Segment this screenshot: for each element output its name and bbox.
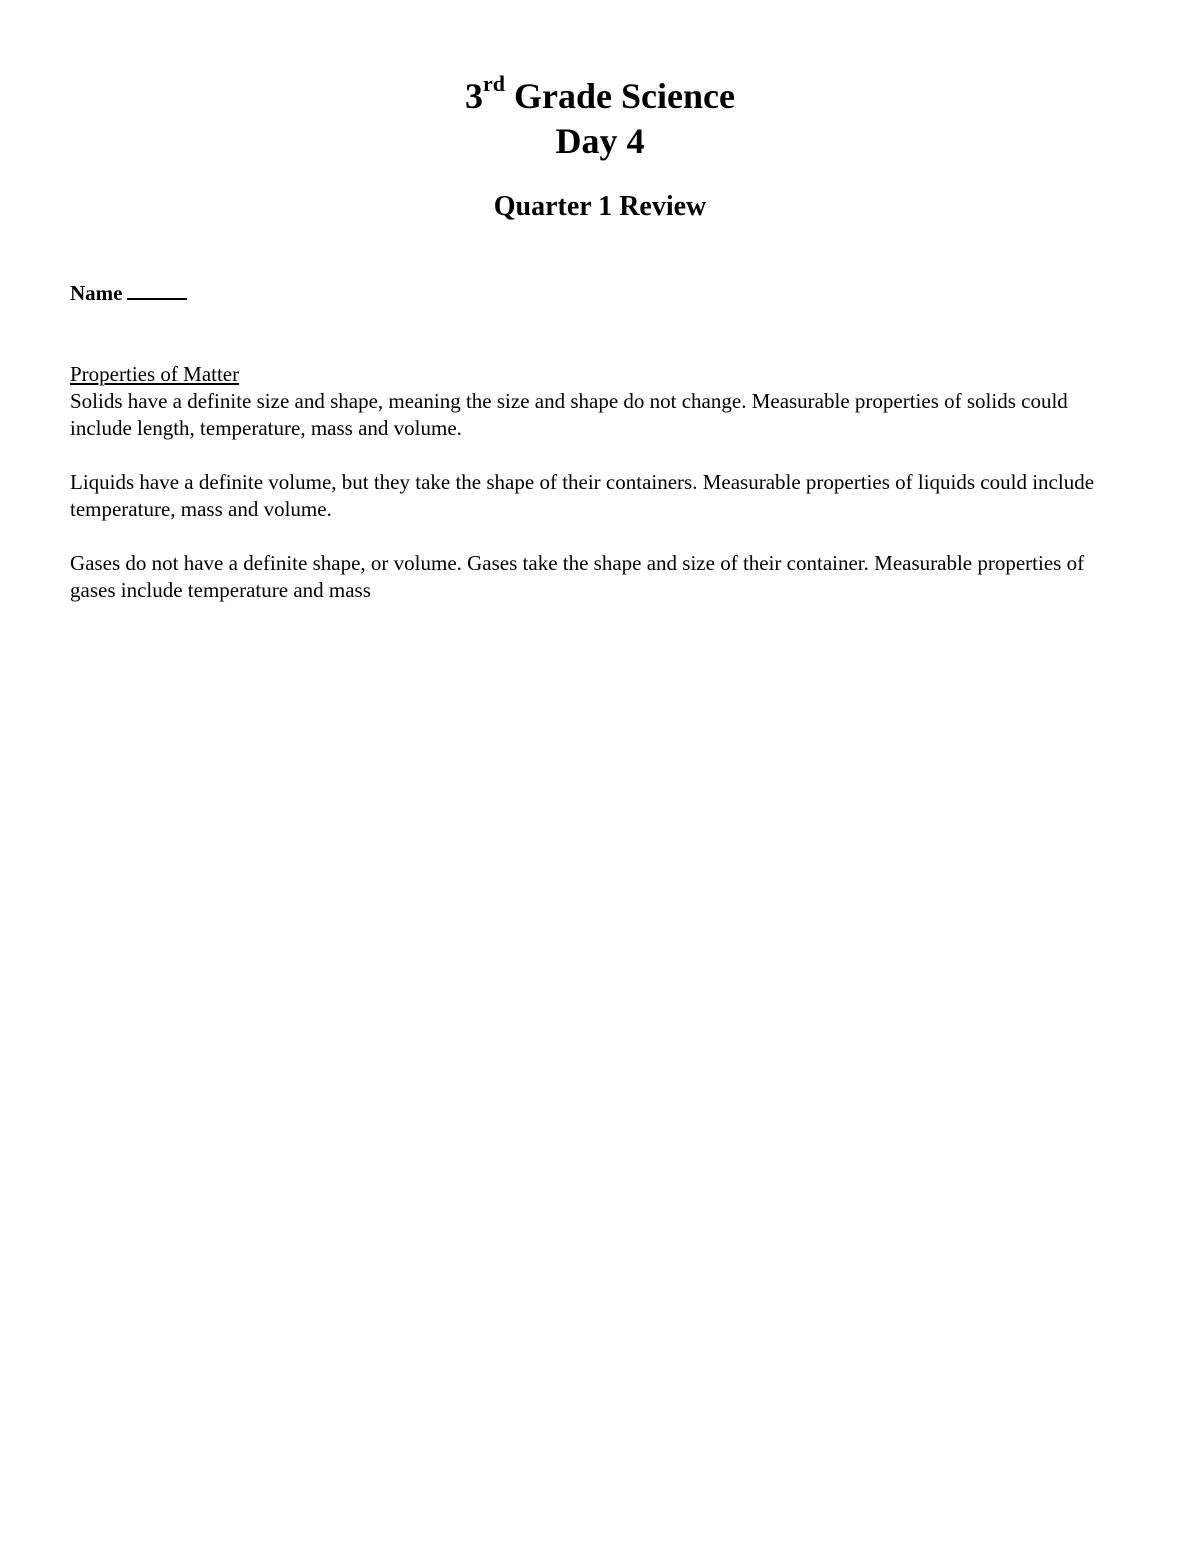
page-title <box>0 71 1200 118</box>
title-ordinal-suffix: rd <box>483 71 506 96</box>
page-day: Day 4 <box>555 121 645 161</box>
paragraph-gases: Gases do not have a definite shape, or volume. Gases take the shape and size of their container. Measurable properties of gases include temperature and mass <box>70 551 1085 602</box>
name-field <box>70 280 187 306</box>
paragraph-solids: Solids have a definite size and shape, meaning the size and shape do not change. Measurable properties of solids could include length, temperature, mass and volume. <box>70 389 1068 440</box>
title-grade-number: 3 <box>465 76 484 116</box>
name-blank-line <box>127 280 187 300</box>
name-label: Name <box>70 281 123 305</box>
page-subtitle: Quarter 1 Review <box>493 191 707 222</box>
section-heading: Properties of Matter <box>70 362 240 386</box>
properties-section <box>70 361 1130 631</box>
title-subject: Grade Science <box>505 76 735 116</box>
paragraph-liquids: Liquids have a definite volume, but they take the shape of their containers. Measurable properties of liquids could include temperature, mass and volume. <box>70 470 1095 521</box>
